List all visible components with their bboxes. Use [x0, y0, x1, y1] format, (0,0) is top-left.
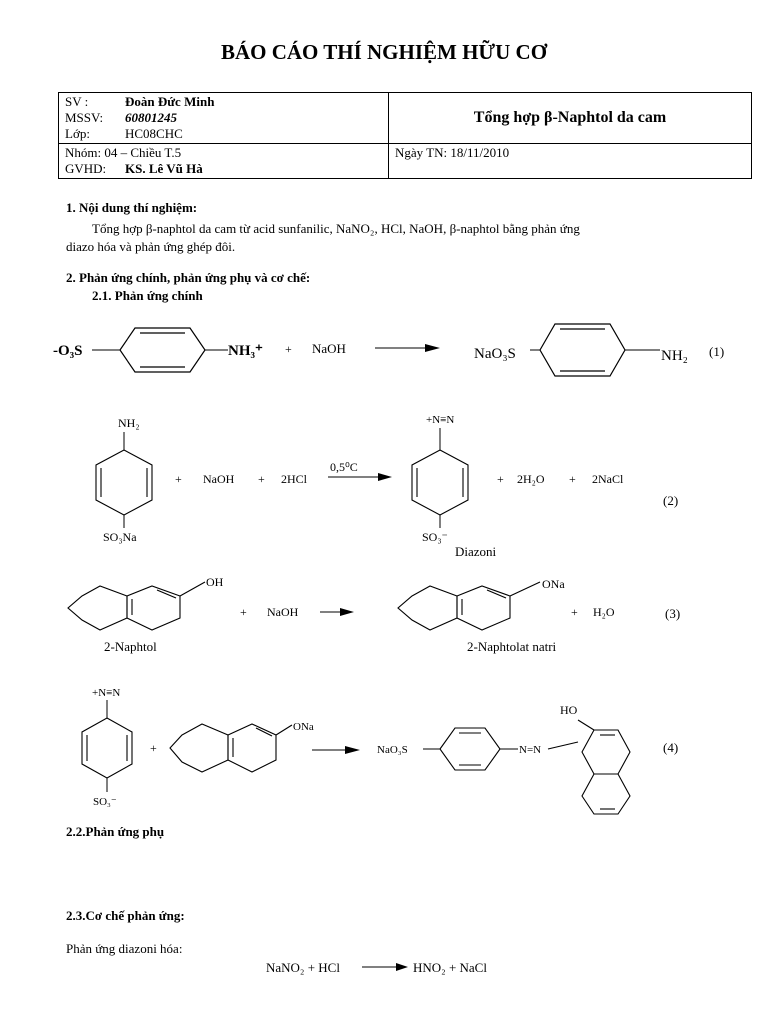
r3-name2: 2-Naphtolat natri: [467, 639, 557, 654]
r2-name: Diazoni: [455, 544, 497, 559]
section1-line1: Tổng hợp β-naphtol da cam từ acid sunfanilic, NaNO₂, HCl, NaOH, β-naphtol bằng phản ứng: [92, 221, 580, 236]
r2-product-ring: [412, 450, 468, 515]
r3-oh: OH: [206, 575, 224, 589]
r3-naphtholate: [398, 582, 540, 630]
mech-rhs: HNO₂ + NaCl: [413, 960, 487, 975]
reaction-1: [0, 310, 768, 395]
reaction-2: [0, 410, 768, 560]
r2-byproduct2: 2NaCl: [592, 472, 624, 486]
r3-number: (3): [665, 606, 681, 621]
r4-naphthol-product: [578, 720, 630, 814]
r4-bottom-group: SO₃⁻: [93, 796, 117, 808]
r4-naphtholate: [170, 724, 292, 772]
r2-arrow: [328, 473, 392, 481]
r4-product-ring: [440, 728, 500, 770]
sv-value: Đoàn Đức Minh: [125, 94, 215, 109]
page-title: BÁO CÁO THÍ NGHIỆM HỮU CƠ: [220, 40, 548, 64]
mech-lhs: NaNO₂ + HCl: [266, 960, 340, 975]
r4-product-left: NaO₃S: [377, 744, 408, 756]
r4-number: (4): [663, 740, 679, 755]
mssv-value: 60801245: [125, 110, 177, 125]
lop-value: HC08CHC: [125, 126, 183, 141]
r1-left-group: -O₃S: [53, 343, 83, 359]
r1-arrow: [375, 344, 440, 352]
r2-byproduct1: 2H₂O: [517, 472, 545, 486]
gvhd-value: KS. Lê Vũ Hà: [125, 161, 203, 176]
student-cell: [59, 93, 389, 144]
r3-plus2: +: [571, 605, 578, 619]
r2-plus2: +: [258, 472, 265, 486]
r2-condition: 0,5⁰C: [330, 460, 358, 474]
r4-arrow: [312, 746, 360, 754]
r1-benzene-ring: [120, 328, 205, 372]
lop-label: Lớp:: [65, 126, 90, 141]
r4-azo: N=N: [519, 744, 542, 756]
mechanism-text: Phản ứng diazoni hóa:: [66, 941, 183, 956]
r2-reagent2: 2HCl: [281, 472, 308, 486]
r3-plus: +: [240, 605, 247, 619]
date-cell: Ngày TN: 18/11/2010: [389, 144, 752, 179]
section2-heading: 2. Phản ứng chính, phản ứng phụ và cơ chế:: [66, 270, 311, 285]
r4-plus: +: [150, 741, 157, 755]
r1-product-ring: [540, 324, 625, 376]
r3-arrow: [320, 608, 354, 616]
r1-plus: +: [285, 342, 292, 356]
r2-plus4: +: [569, 472, 576, 486]
mssv-label: MSSV:: [65, 110, 104, 125]
sv-label: SV :: [65, 94, 89, 109]
r2-product-bottom: SO₃⁻: [422, 530, 448, 544]
group-cell: [59, 144, 389, 179]
topic-cell: Tổng hợp β-Naphtol da cam: [389, 93, 752, 144]
r1-product-left: NaO₃S: [474, 346, 516, 362]
r3-name1: 2-Naphtol: [104, 639, 157, 654]
r2-top-group: NH₂: [118, 416, 140, 430]
mechanism-equation: [0, 955, 768, 981]
mech-arrow: [362, 963, 408, 971]
r2-plus1: +: [175, 472, 182, 486]
r2-bottom-group: SO₃Na: [103, 530, 137, 544]
r4-top-group: +N≡N: [92, 687, 121, 699]
reaction-4: [0, 680, 768, 820]
section1-heading: 1. Nội dung thí nghiệm:: [66, 200, 198, 215]
info-table: [58, 92, 752, 179]
reaction-3: [0, 568, 768, 658]
r2-product-top: +N≡N: [426, 414, 455, 426]
r4-ho: HO: [560, 703, 578, 717]
section22-heading: 2.2.Phản ứng phụ: [66, 824, 165, 839]
r1-product-right: NH₂: [661, 348, 688, 364]
section21-heading: 2.1. Phản ứng chính: [92, 288, 203, 303]
r1-number: (1): [709, 344, 725, 359]
r2-reagent1: NaOH: [203, 472, 235, 486]
r3-reagent: NaOH: [267, 605, 299, 619]
nhom-text: Nhóm: 04 – Chiều T.5: [65, 145, 182, 160]
r4-ona: ONa: [293, 721, 314, 733]
r2-number: (2): [663, 493, 679, 508]
section23-heading: 2.3.Cơ chế phản ứng:: [66, 908, 185, 923]
section1-line2: diazo hóa và phản ứng ghép đôi.: [66, 239, 236, 254]
r2-benzene-ring: [96, 450, 152, 515]
r4-diazonium-ring: [82, 718, 132, 778]
r1-right-group: NH₃⁺: [228, 343, 263, 359]
r2-plus3: +: [497, 472, 504, 486]
gvhd-label: GVHD:: [65, 161, 107, 176]
r3-ona: ONa: [542, 577, 565, 591]
r3-naphthol: [68, 582, 205, 630]
r3-byproduct: H₂O: [593, 605, 615, 619]
r1-reagent: NaOH: [312, 341, 346, 356]
